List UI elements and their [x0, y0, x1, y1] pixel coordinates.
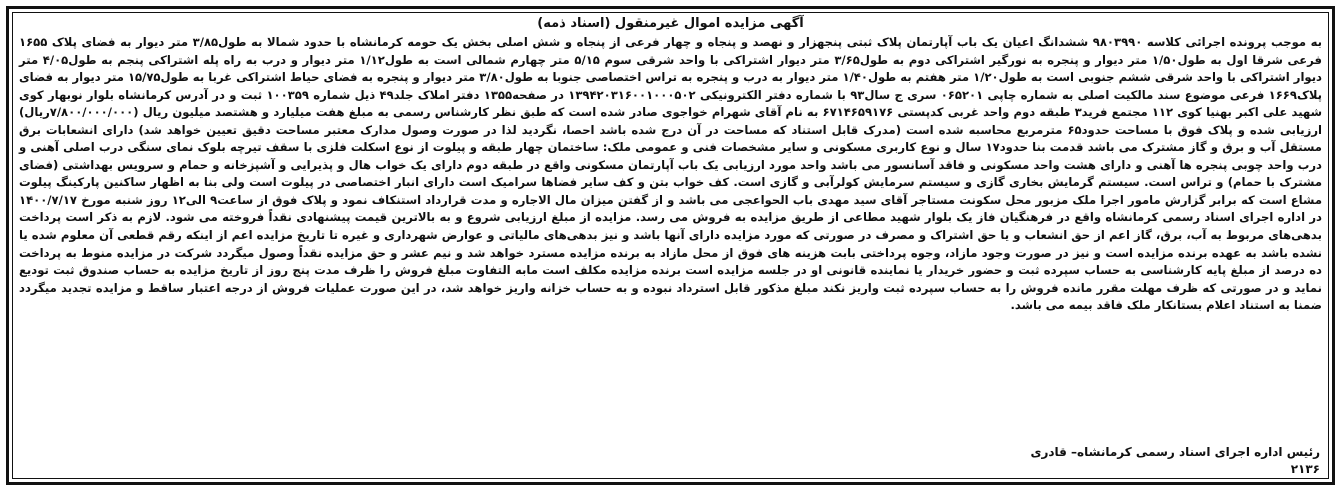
notice-box [6, 6, 1335, 485]
notice-number: ۲۱۳۶ [1290, 462, 1320, 476]
notice-signature: رئیس اداره اجرای اسناد رسمی کرمانشاه– قادری [1030, 445, 1320, 459]
notice-title: آگهی مزایده اموال غیرمنقول (اسناد ذمه) [537, 16, 804, 31]
notice-body: به موجب پرونده اجرائی کلاسه ۹۸۰۳۹۹۰ ششدانگ اعیان یک باب آپارتمان پلاک ثبتی پنجهزار و نهصد و پنجاه و چهار فرعی از پنجاه و شش اصلی بخش یک حومه کرمانشاه با حدود شمالا به طول۳/۸۵ متر دیوار به فضای پلاک ۱۶۵۵ فرعی شرقا اول به طول۱/۵۰ متر دیوار و پنجره به نورگیر اشتراکی دوم به طول۳/۶۵ متر دیوار اشتراکی با واحد شرقی سوم ۵/۱۵ متر چهارم شمالی است به طول۱/۱۲ متر دیوار و درب به راه پله اشتراکی پنجم به طول۴/۰۵ متر دیوار اشتراکی با واحد شرقی ششم جنوبی است به طول۱/۲۰ متر هفتم به طول۱/۴۰ متر دیوار به درب و پنجره به تراس اختصاصی جنوبا به طول۳/۸۰ متر دیوار و پنجره به فضای حیاط اشتراکی غربا به طول۱۵/۷۵ متر دیوار به فضای پلاک۱۶۶۹ فرعی موضوع سند مالکیت اصلی به شماره چاپی ۰۶۵۲۰۱ سری ج سال۹۳ با شماره دفتر الکترونیکی ۱۳۹۴۲۰۳۱۶۰۰۱۰۰۰۵۰۲ در صفحه۱۳۵۵ دفتر املاک جلد۴۹ ذیل شماره ۱۰۰۳۵۹ ثبت و در آدرس کرمانشاه بلوار نوبهار کوی شهید علی اکبر بهنیا کوی ۱۱۲ مجتمع فرید۳ طبقه دوم واحد غربی کدپستی ۶۷۱۴۶۵۹۱۷۶ به نام آقای شهرام خواجوی صادر شده است که طبق نظر کارشناس رسمی به مبلغ هفت میلیارد و هشتصد میلیون ریال (۷/۸۰۰/۰۰۰/۰۰۰ریال) ارزیابی شده و پلاک فوق با مساحت حدود۶۵ مترمربع محاسبه شده است (مدرک قابل استناد که مساحت در آن درج شده باشد احصا، نگردید لذا در صورت وصول مدارک معتبر مساحت دقیق تعیین خواهد شد) دارای انشعابات برق مستقل آب و برق و گاز مشترک می باشد قدمت بنا حدود۱۷ سال و نوع کاربری مسکونی و سایر مشخصات فنی و عمومی ملک: ساختمان چهار طبقه و پیلوت از نوع اسکلت فلزی با سقف تیرچه بلوک نمای سنگی درب اصلی آهنی و درب واحد چوبی پنجره ها آهنی و دارای هشت واحد مسکونی و فاقد آسانسور می باشد واحد مورد ارزیابی یک باب آپارتمان مسکونی واقع در طبقه دوم دارای یک خواب هال و پذیرایی و آشپزخانه و حمام و سرویس بهداشتی (فضای مشترک با حمام) و تراس است. سیستم گرمایش بخاری گازی و سیستم سرمایش کولرآبی و گازی است. کف خواب بتن و کف سایر فضاها سرامیک است دارای انبار اختصاصی در پیلوت است ولی بنا به اظهار ساکنین پارکینگ پیلوت مشاع است که برابر گزارش مامور اجرا ملک مزبور محل سکونت مستاجر آقای سید مهدی باب الحواعجی می باشد و از گفتن میزان مال الاجاره و مدت قرارداد استنکاف نمود و پلاک فوق از ساعت۹ الی۱۲ روز شنبه مورخ ۱۴۰۰/۷/۱۷ در اداره اجرای اسناد رسمی کرمانشاه واقع در فرهنگیان فاز یک بلوار شهید مطاعی از طریق مزایده به فروش می رسد. مزایده از مبلغ ارزیابی شروع و به بالاترین قیمت پیشنهادی نقداً فروخته می شود. لازم به ذکر است پرداخت بدهی‌های مربوط به آب، برق، گاز اعم از حق انشعاب و یا حق اشتراک و مصرف در صورتی که مورد مزایده دارای آنها باشد و نیز بدهی‌های مالیاتی و عوارض شهرداری و غیره تا تاریخ مزایده اعم از اینکه رقم قطعی آن معلوم شده یا نشده باشد به عهده برنده مزایده است و نیز در صورت وجود مازاد، وجوه پرداختی بابت هزینه های فوق از محل مازاد به برنده مزایده مسترد خواهد شد و نیم عشر و حق مزایده نقداً وصول میگردد شرکت در مزایده منوط به پرداخت ده درصد از مبلغ پایه کارشناسی به حساب سپرده ثبت و حضور خریدار یا نماینده قانونی او در جلسه مزایده است برنده مزایده مکلف است مابه التفاوت مبلغ فروش را ظرف مدت پنج روز از تاریخ مزایده به حساب صندوق ثبت تودیع نماید و در صورتی که ظرف مهلت مقرر مانده فروش را به حساب سپرده ثبت واریز نکند مبلغ مذکور قابل استرداد نبوده و به حساب خزانه واریز خواهد شد، در این صورت عملیات فروش از درجه اعتبار ساقط و مزایده تجدید میگردد ضمنا به استناد اعلام بستانکار ملک فاقد بیمه می باشد. [19, 35, 1323, 313]
notice-footer [21, 444, 1320, 478]
